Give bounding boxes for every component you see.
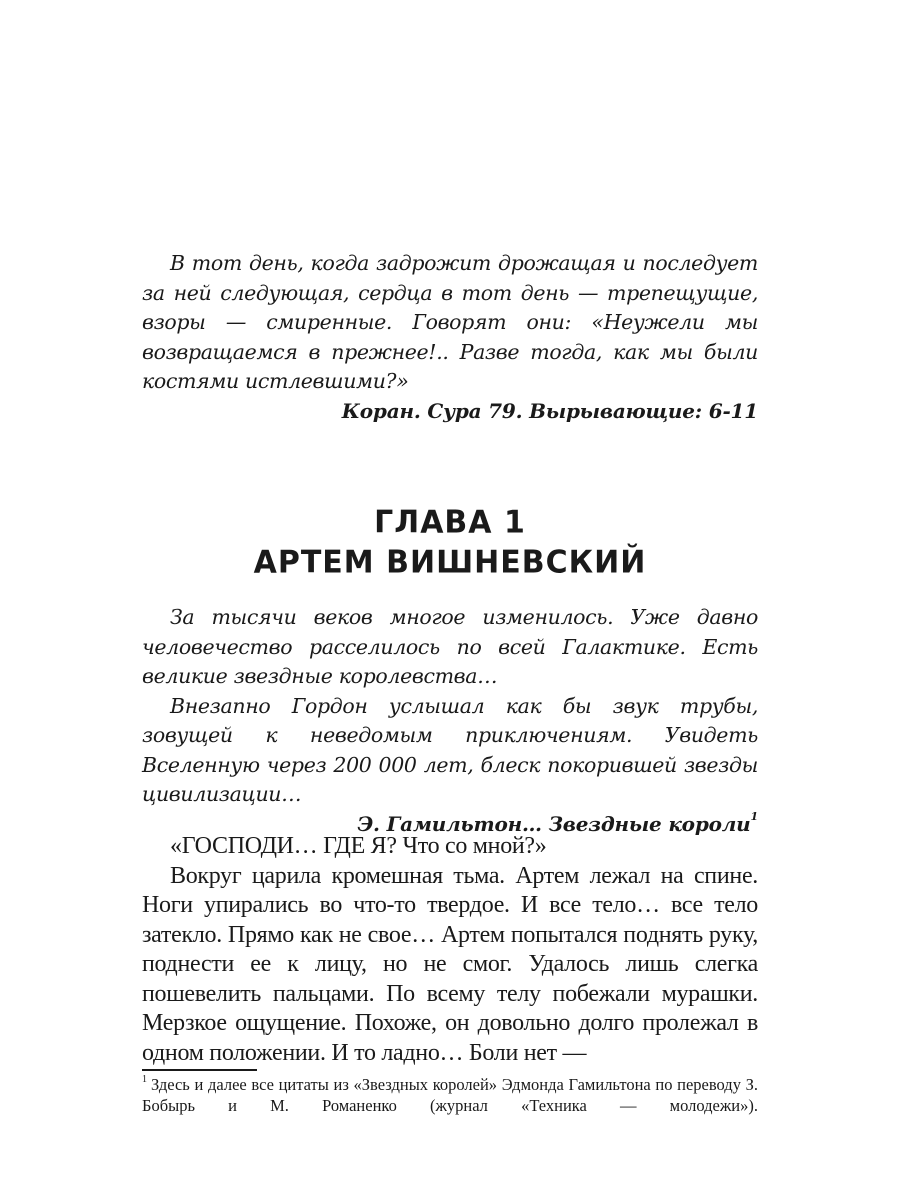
chapter-title: АРТЕМ ВИШНЕВСКИЙ <box>253 544 647 581</box>
epigraph-quran <box>142 249 758 426</box>
footnote-reference[interactable]: 1 <box>750 809 758 823</box>
chapter-number: ГЛАВА 1 <box>374 504 526 541</box>
footnote-text: Здесь и далее все цитаты из «Звездных королей» Эдмонда Гамильтона по переводу З. Бобырь и М. Романенко (журнал «Техника — молодежи»). <box>142 1075 758 1115</box>
body-paragraph: Вокруг царила кромешная тьма. Артем лежал на спине. Ноги упирались во что-то твердое. И все тело… все тело затекло. Прямо как не свое… Артем попытался поднять руку, поднести ее к лицу, но не смог. Удалось лишь слегка пошевелить пальцами. По всему телу побежали мурашки. Мерзкое ощущение. Похоже, он довольно долго пролежал в одном положении. И то ладно… Боли нет — <box>142 862 758 1066</box>
footnote-divider <box>142 1069 257 1071</box>
chapter-heading <box>142 503 758 583</box>
footnote <box>142 1074 758 1116</box>
epigraph-hamilton <box>142 603 758 839</box>
attribution-text: Э. Гамильтон… Звездные короли <box>357 811 751 836</box>
epigraph-quran-attribution: Коран. Сура 79. Вырывающие: 6-11 <box>341 398 758 423</box>
footnote-marker: 1 <box>142 1074 147 1085</box>
footnote-text-block <box>142 1074 758 1116</box>
chapter-body <box>142 832 758 1068</box>
body-paragraph: «ГОСПОДИ… ГДЕ Я? Что со мной?» <box>170 833 547 859</box>
epigraph-hamilton-paragraph: Внезапно Гордон услышал как бы звук трубы, зовущей к неведомым приключениям. Увидеть Вселенную через 200 000 лет, блеск покорившей звезды цивилизации… <box>142 693 758 806</box>
epigraph-hamilton-paragraph: За тысячи веков многое изменилось. Уже давно человечество расселилось по всей Галактике. Есть великие звездные королевства… <box>142 605 758 688</box>
book-page <box>142 0 758 1200</box>
epigraph-quran-text: В тот день, когда задрожит дрожащая и последует за ней следующая, сердца в тот день — трепещущие, взоры — смиренные. Говорят они: «Неужели мы возвращаемся в прежнее!.. Разве тогда, как мы были костями истлевшими?» <box>142 251 758 393</box>
